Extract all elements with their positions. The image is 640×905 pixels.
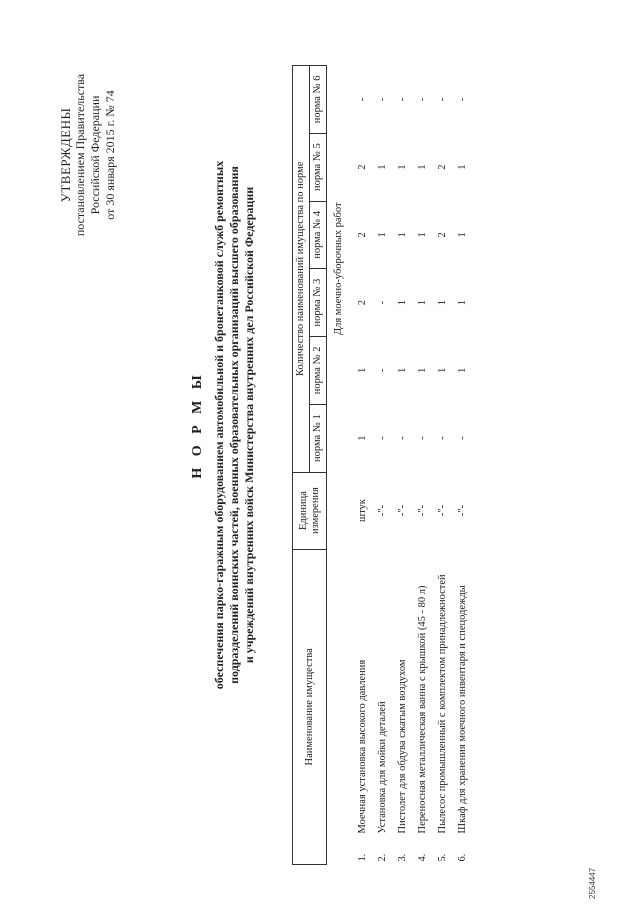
header-norm-1: норма № 1 bbox=[310, 404, 327, 472]
row-norm-3: - bbox=[377, 300, 388, 305]
row-number: 6. bbox=[457, 853, 468, 862]
approval-line-1: постановлением Правительства bbox=[73, 73, 87, 237]
header-norm-4: норма № 4 bbox=[310, 201, 327, 269]
section-heading: Для моечно-уборочных работ bbox=[333, 202, 344, 336]
row-unit: -"- bbox=[437, 504, 448, 517]
row-item-name: Установка для мойки деталей bbox=[377, 701, 388, 834]
row-norm-1: 1 bbox=[357, 435, 368, 441]
row-number: 2. bbox=[377, 853, 388, 862]
row-norm-4: 1 bbox=[417, 232, 428, 238]
header-unit bbox=[293, 472, 327, 549]
row-norm-2: 1 bbox=[437, 367, 448, 374]
row-norm-5: 2 bbox=[357, 164, 368, 170]
row-norm-5: 1 bbox=[377, 164, 388, 170]
header-norm-6: норма № 6 bbox=[310, 66, 327, 134]
row-norm-6: - bbox=[377, 97, 388, 102]
row-norm-4: 1 bbox=[377, 232, 388, 238]
table-row bbox=[413, 66, 433, 865]
row-norm-1: - bbox=[437, 436, 448, 440]
row-norm-5: 1 bbox=[457, 164, 468, 170]
row-norm-6: - bbox=[437, 97, 448, 102]
row-norm-2: 1 bbox=[397, 367, 408, 374]
row-norm-4: 1 bbox=[457, 232, 468, 238]
header-norm-5: норма № 5 bbox=[310, 133, 327, 201]
row-norm-4: 2 bbox=[357, 232, 368, 238]
approval-heading: УТВЕРЖДЕНЫ bbox=[58, 107, 73, 203]
title-line-3: и учреждений внутренних войск Министерства внутренних дел Российской Федерации bbox=[242, 186, 256, 664]
row-norm-3: 2 bbox=[357, 300, 368, 306]
row-unit: -"- bbox=[397, 504, 408, 517]
title-line-1: обеспечения парко-гаражным оборудованием автомобильной и бронетанковой служб ремонтных bbox=[212, 160, 226, 690]
row-unit: -"- bbox=[457, 504, 468, 517]
row-norm-1: - bbox=[397, 436, 408, 440]
row-norm-5: 1 bbox=[397, 164, 408, 170]
norms-table bbox=[292, 65, 473, 865]
row-norm-6: - bbox=[417, 97, 428, 102]
row-norm-6: - bbox=[357, 97, 368, 102]
approval-block bbox=[58, 45, 118, 265]
section-row bbox=[327, 66, 354, 865]
row-norm-2: - bbox=[377, 368, 388, 373]
document-title bbox=[190, 45, 257, 805]
row-number: 1. bbox=[357, 853, 368, 862]
row-norm-5: 2 bbox=[437, 164, 448, 170]
row-norm-6: - bbox=[457, 97, 468, 102]
row-norm-2: 1 bbox=[457, 367, 468, 374]
row-norm-3: 1 bbox=[437, 300, 448, 306]
table-row bbox=[353, 66, 373, 865]
table-row bbox=[393, 66, 413, 865]
row-item-name: Переносная металлическая ванна с крышкой (45 - 80 л) bbox=[417, 585, 428, 834]
header-norm-3: норма № 3 bbox=[310, 269, 327, 337]
title-line-2: подразделений воинских частей, военных образовательных организаций высшего образования bbox=[227, 166, 241, 684]
row-number: 4. bbox=[417, 853, 428, 862]
table-row bbox=[453, 66, 473, 865]
row-norm-3: 1 bbox=[417, 300, 428, 306]
header-unit-line-1: Единица bbox=[297, 491, 309, 531]
row-number: 3. bbox=[397, 853, 408, 862]
row-norm-5: 1 bbox=[417, 164, 428, 170]
row-norm-3: 1 bbox=[457, 300, 468, 306]
approval-line-3: от 30 января 2015 г. № 74 bbox=[103, 90, 117, 220]
row-number: 5. bbox=[437, 853, 448, 862]
row-unit: -"- bbox=[417, 504, 428, 517]
row-norm-1: - bbox=[457, 436, 468, 440]
row-norm-3: 1 bbox=[397, 300, 408, 306]
approval-line-2: Российской Федерации bbox=[88, 95, 102, 215]
row-unit: штук bbox=[357, 499, 368, 523]
row-norm-4: 1 bbox=[397, 232, 408, 238]
row-item-name: Пистолет для обдува сжатым воздухом bbox=[397, 659, 408, 834]
title-main: Н О Р М Ы bbox=[190, 371, 205, 479]
header-item-name: Наименование имущества bbox=[293, 549, 327, 864]
header-unit-line-2: измерения bbox=[309, 487, 321, 535]
table-header-row bbox=[293, 66, 310, 865]
row-unit: -"- bbox=[377, 504, 388, 517]
row-norm-4: 2 bbox=[437, 232, 448, 238]
row-item-name: Моечная установка высокого давления bbox=[357, 659, 368, 834]
row-norm-6: - bbox=[397, 97, 408, 102]
header-quantity-group: Количество наименований имущества по норме bbox=[293, 66, 310, 473]
row-norm-1: - bbox=[417, 436, 428, 440]
row-norm-2: 1 bbox=[357, 367, 368, 374]
row-item-name: Пылесос промышленный с комплектом принадлежностей bbox=[437, 574, 448, 834]
row-item-name: Шкаф для хранения моечного инвентаря и спецодежды bbox=[457, 585, 468, 834]
table-row bbox=[433, 66, 453, 865]
row-norm-1: - bbox=[377, 436, 388, 440]
header-norm-2: норма № 2 bbox=[310, 337, 327, 405]
document-id: 2554447 bbox=[588, 867, 597, 899]
table-row bbox=[373, 66, 393, 865]
row-norm-2: 1 bbox=[417, 367, 428, 374]
